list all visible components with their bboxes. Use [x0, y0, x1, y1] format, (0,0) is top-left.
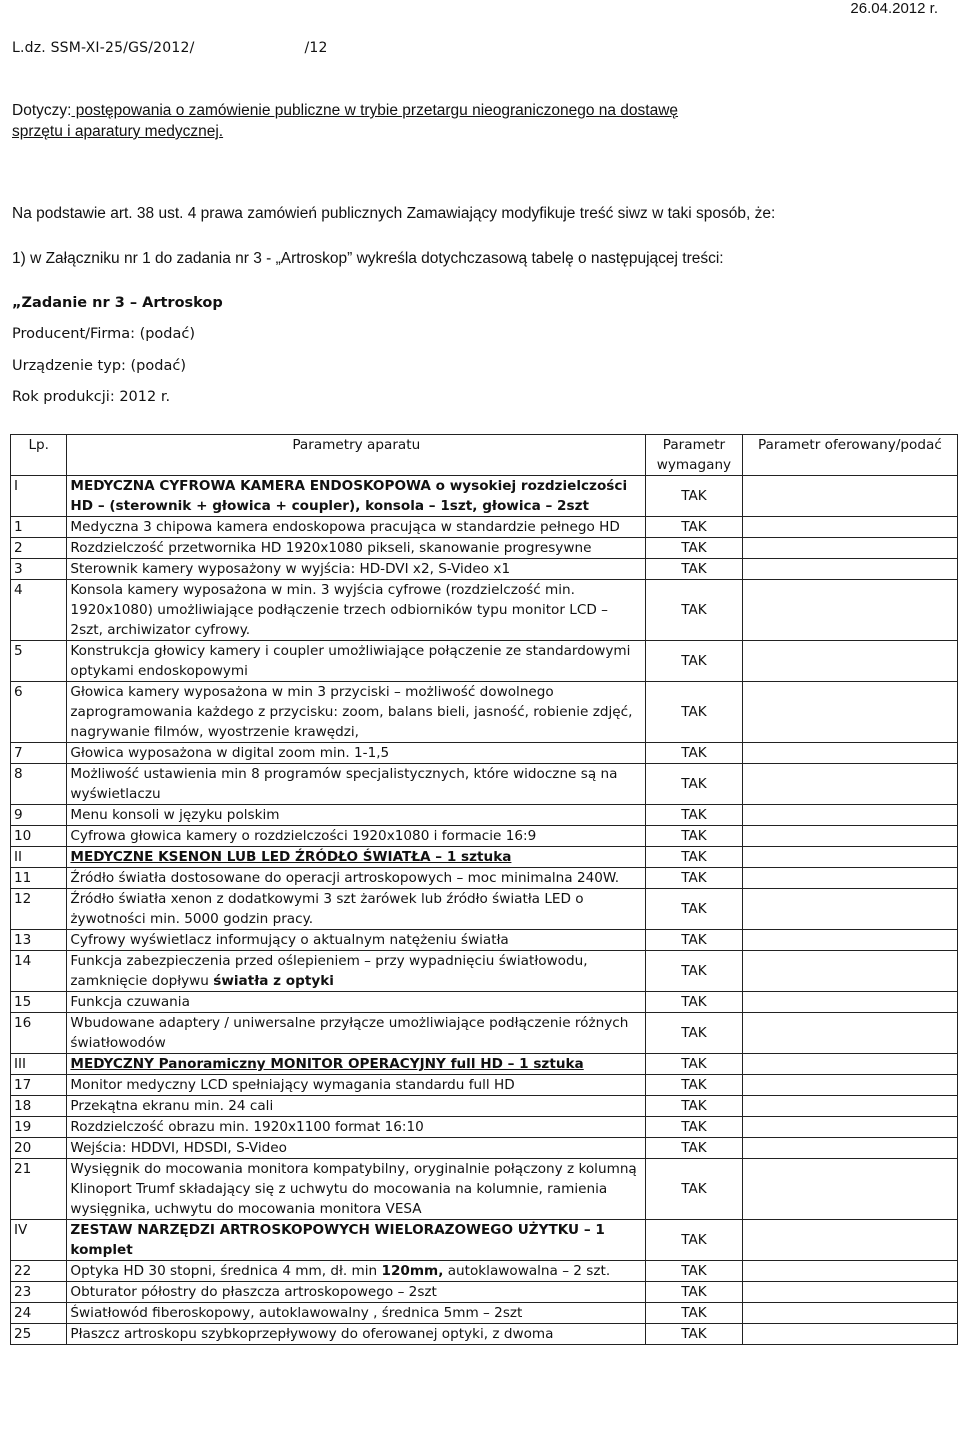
row-description-text: Monitor medyczny LCD spełniający wymagania standardu full HD	[70, 1077, 515, 1093]
row-required-value: TAK	[646, 930, 743, 951]
row-description-bold: światła z optyki	[213, 973, 334, 989]
row-description-text: MEDYCZNY Panoramiczny MONITOR OPERACYJNY full HD – 1 sztuka	[70, 1056, 584, 1072]
producer-line: Producent/Firma: (podać)	[12, 326, 196, 342]
row-offered-value	[742, 1220, 957, 1261]
table-section-row	[11, 847, 958, 868]
row-required-value: TAK	[646, 764, 743, 805]
row-offered-value	[742, 992, 957, 1013]
reference-number	[12, 40, 328, 56]
row-number: 6	[11, 682, 67, 743]
row-description	[67, 1324, 646, 1345]
row-description	[67, 580, 646, 641]
row-offered-value	[742, 1138, 957, 1159]
table-row	[11, 1303, 958, 1324]
table-row	[11, 868, 958, 889]
row-number: 21	[11, 1159, 67, 1220]
reference-number-right: /12	[304, 40, 328, 56]
row-description-text: Wejścia: HDDVI, HDSDI, S-Video	[70, 1140, 287, 1156]
table-row	[11, 1096, 958, 1117]
row-required-value: TAK	[646, 538, 743, 559]
table-row	[11, 1159, 958, 1220]
row-description	[67, 826, 646, 847]
row-description	[67, 538, 646, 559]
subject-block	[12, 100, 678, 142]
row-offered-value	[742, 951, 957, 992]
row-description	[67, 1282, 646, 1303]
row-description-text: Cyfrowy wyświetlacz informujący o aktualnym natężeniu światła	[70, 932, 509, 948]
row-description-text: Funkcja czuwania	[70, 994, 190, 1010]
row-offered-value	[742, 1054, 957, 1075]
row-description-text: Cyfrowa głowica kamery o rozdzielczości 1920x1080 i formacie 16:9	[70, 828, 537, 844]
row-number: III	[11, 1054, 67, 1075]
row-description	[67, 559, 646, 580]
row-required-value: TAK	[646, 580, 743, 641]
row-offered-value	[742, 1324, 957, 1345]
row-description	[67, 992, 646, 1013]
row-description	[67, 1096, 646, 1117]
row-required-value: TAK	[646, 1220, 743, 1261]
table-row	[11, 1138, 958, 1159]
row-offered-value	[742, 641, 957, 682]
table-row	[11, 951, 958, 992]
table-section-row	[11, 1220, 958, 1261]
row-required-value: TAK	[646, 1303, 743, 1324]
row-required-value: TAK	[646, 641, 743, 682]
row-offered-value	[742, 517, 957, 538]
row-offered-value	[742, 930, 957, 951]
row-description-text: Płaszcz artroskopu szybkoprzepływowy do oferowanej optyki, z dwoma	[70, 1326, 554, 1342]
row-required-value: TAK	[646, 1324, 743, 1345]
row-description	[67, 930, 646, 951]
row-number: 8	[11, 764, 67, 805]
table-row	[11, 580, 958, 641]
row-description-bold: 120mm,	[381, 1263, 444, 1279]
row-description-text: MEDYCZNE KSENON LUB LED ŹRÓDŁO ŚWIATŁA – 1 sztuka	[70, 849, 512, 865]
row-required-value: TAK	[646, 847, 743, 868]
row-number: 22	[11, 1261, 67, 1282]
row-number: II	[11, 847, 67, 868]
row-required-value: TAK	[646, 517, 743, 538]
row-offered-value	[742, 764, 957, 805]
row-offered-value	[742, 476, 957, 517]
table-row	[11, 764, 958, 805]
row-number: 7	[11, 743, 67, 764]
table-section-row	[11, 1054, 958, 1075]
row-description	[67, 682, 646, 743]
row-number: 24	[11, 1303, 67, 1324]
row-description	[67, 764, 646, 805]
row-offered-value	[742, 1282, 957, 1303]
row-number: 3	[11, 559, 67, 580]
row-offered-value	[742, 1117, 957, 1138]
row-description-text: Konstrukcja głowicy kamery i coupler umożliwiające połączenie ze standardowymi optykami endoskopowymi	[70, 643, 631, 679]
header-offered: Parametr oferowany/podać	[742, 435, 957, 476]
table-row	[11, 517, 958, 538]
row-offered-value	[742, 1159, 957, 1220]
row-offered-value	[742, 1096, 957, 1117]
subject-label: Dotyczy:	[12, 102, 72, 119]
row-number: 14	[11, 951, 67, 992]
row-description	[67, 743, 646, 764]
row-description	[67, 476, 646, 517]
row-offered-value	[742, 1303, 957, 1324]
row-description	[67, 1159, 646, 1220]
row-description-text: Wysięgnik do mocowania monitora kompatybilny, oryginalnie połączony z kolumną Klinoport Trumf składający się z uchwytu do mocowania na kolumnie, ramienia wysięgnika, uchwytu do mocowania monitora VESA	[70, 1161, 637, 1217]
device-type-line: Urządzenie typ: (podać)	[12, 358, 186, 374]
row-number: 20	[11, 1138, 67, 1159]
row-required-value: TAK	[646, 743, 743, 764]
row-offered-value	[742, 1013, 957, 1054]
subject-line-2: sprzętu i aparatury medycznej.	[12, 123, 224, 140]
row-required-value: TAK	[646, 1075, 743, 1096]
row-offered-value	[742, 538, 957, 559]
table-row	[11, 538, 958, 559]
row-description	[67, 1054, 646, 1075]
legal-basis-paragraph: Na podstawie art. 38 ust. 4 prawa zamówień publicznych Zamawiający modyfikuje treść siwz w taki sposób, że:	[12, 205, 776, 222]
row-number: 5	[11, 641, 67, 682]
row-required-value: TAK	[646, 1054, 743, 1075]
row-description	[67, 1075, 646, 1096]
row-description-text: ZESTAW NARZĘDZI ARTROSKOPOWYCH WIELORAZOWEGO UŻYTKU – 1 komplet	[70, 1222, 605, 1258]
row-description-text: Wbudowane adaptery / uniwersalne przyłącze umożliwiające podłączenie różnych światłowodów	[70, 1015, 629, 1051]
row-required-value: TAK	[646, 1261, 743, 1282]
row-offered-value	[742, 682, 957, 743]
row-description-text: Obturator półostry do płaszcza artroskopowego – 2szt	[70, 1284, 437, 1300]
row-offered-value	[742, 580, 957, 641]
modification-paragraph: 1) w Załączniku nr 1 do zadania nr 3 - „Artroskop” wykreśla dotychczasową tabelę o następującej treści:	[12, 250, 724, 267]
row-number: I	[11, 476, 67, 517]
reference-number-left: L.dz. SSM-XI-25/GS/2012/	[12, 40, 195, 56]
table-row	[11, 1013, 958, 1054]
row-required-value: TAK	[646, 682, 743, 743]
table-row	[11, 1117, 958, 1138]
table-row	[11, 1261, 958, 1282]
row-description	[67, 1138, 646, 1159]
row-required-value: TAK	[646, 889, 743, 930]
row-offered-value	[742, 1075, 957, 1096]
row-number: 9	[11, 805, 67, 826]
row-number: 19	[11, 1117, 67, 1138]
row-number: 15	[11, 992, 67, 1013]
row-number: 17	[11, 1075, 67, 1096]
table-row	[11, 805, 958, 826]
row-offered-value	[742, 847, 957, 868]
row-offered-value	[742, 868, 957, 889]
row-offered-value	[742, 826, 957, 847]
table-row	[11, 682, 958, 743]
row-required-value: TAK	[646, 1096, 743, 1117]
row-number: 16	[11, 1013, 67, 1054]
row-required-value: TAK	[646, 476, 743, 517]
production-year-line: Rok produkcji: 2012 r.	[12, 389, 171, 405]
table-row	[11, 743, 958, 764]
row-number: 4	[11, 580, 67, 641]
table-row	[11, 1075, 958, 1096]
table-row	[11, 930, 958, 951]
subject-line-1: postępowania o zamówienie publiczne w trybie przetargu nieograniczonego na dostawę	[71, 102, 679, 119]
row-description-text: Optyka HD 30 stopni, średnica 4 mm, dł. min	[70, 1263, 382, 1279]
row-number: 13	[11, 930, 67, 951]
row-description	[67, 868, 646, 889]
header-lp: Lp.	[11, 435, 67, 476]
row-number: 25	[11, 1324, 67, 1345]
table-header-row	[11, 435, 958, 476]
row-required-value: TAK	[646, 992, 743, 1013]
row-required-value: TAK	[646, 1013, 743, 1054]
row-required-value: TAK	[646, 868, 743, 889]
row-description	[67, 1117, 646, 1138]
row-description	[67, 1261, 646, 1282]
row-description-text: Przekątna ekranu min. 24 cali	[70, 1098, 274, 1114]
row-description	[67, 517, 646, 538]
row-description-text: Głowica kamery wyposażona w min 3 przyciski – możliwość dowolnego zaprogramowania każdego z przycisku: zoom, balans bieli, jasność, robienie zdjęć, nagrywanie filmów, wyostrzenie krawędzi,	[70, 684, 633, 740]
table-row	[11, 826, 958, 847]
specification-table	[10, 434, 958, 1345]
row-description-text: Konsola kamery wyposażona w min. 3 wyjścia cyfrowe (rozdzielczość min. 1920x1080) umożliwiające podłączenie trzech odbiorników typu monitor LCD – 2szt, archiwizator cyfrowy.	[70, 582, 608, 638]
row-description	[67, 641, 646, 682]
table-row	[11, 1324, 958, 1345]
row-required-value: TAK	[646, 951, 743, 992]
row-description-text: Możliwość ustawienia min 8 programów specjalistycznych, które widoczne są na wyświetlaczu	[70, 766, 618, 802]
row-description	[67, 951, 646, 992]
row-description	[67, 1220, 646, 1261]
row-required-value: TAK	[646, 1138, 743, 1159]
row-description	[67, 847, 646, 868]
table-row	[11, 559, 958, 580]
document-date: 26.04.2012 r.	[850, 0, 938, 17]
row-required-value: TAK	[646, 1159, 743, 1220]
table-row	[11, 641, 958, 682]
header-required: Parametr wymagany	[646, 435, 743, 476]
row-description	[67, 1303, 646, 1324]
row-description	[67, 889, 646, 930]
row-required-value: TAK	[646, 826, 743, 847]
row-offered-value	[742, 1261, 957, 1282]
table-row	[11, 992, 958, 1013]
row-description	[67, 1013, 646, 1054]
row-offered-value	[742, 889, 957, 930]
row-description-text: Funkcja zabezpieczenia przed oślepieniem – przy wypadnięciu światłowodu, zamknięcie dopływu	[70, 953, 588, 989]
table-row	[11, 889, 958, 930]
header-params: Parametry aparatu	[67, 435, 646, 476]
row-description-text: Sterownik kamery wyposażony w wyjścia: HD-DVI x2, S-Video x1	[70, 561, 511, 577]
row-number: 18	[11, 1096, 67, 1117]
row-description-text: Głowica wyposażona w digital zoom min. 1-1,5	[70, 745, 390, 761]
table-section-row	[11, 476, 958, 517]
row-required-value: TAK	[646, 805, 743, 826]
row-required-value: TAK	[646, 559, 743, 580]
row-number: IV	[11, 1220, 67, 1261]
row-number: 2	[11, 538, 67, 559]
row-description-text: MEDYCZNA CYFROWA KAMERA ENDOSKOPOWA o wysokiej rozdzielczości HD – (sterownik + głowica + coupler), konsola – 1szt, głowica – 2szt	[70, 478, 628, 514]
row-description-text: Źródło światła xenon z dodatkowymi 3 szt żarówek lub źródło światła LED o żywotności min. 5000 godzin pracy.	[70, 891, 584, 927]
row-number: 1	[11, 517, 67, 538]
task-title: „Zadanie nr 3 – Artroskop	[12, 295, 223, 311]
row-offered-value	[742, 805, 957, 826]
row-description-text: Menu konsoli w języku polskim	[70, 807, 280, 823]
row-description-text: Światłowód fiberoskopowy, autoklawowalny , średnica 5mm – 2szt	[70, 1305, 523, 1321]
row-description-text: Medyczna 3 chipowa kamera endoskopowa pracująca w standardzie pełnego HD	[70, 519, 620, 535]
row-number: 10	[11, 826, 67, 847]
row-description-text: Rozdzielczość obrazu min. 1920x1100 format 16:10	[70, 1119, 424, 1135]
row-number: 11	[11, 868, 67, 889]
table-body	[11, 476, 958, 1345]
row-offered-value	[742, 559, 957, 580]
row-description-text: Źródło światła dostosowane do operacji artroskopowych – moc minimalna 240W.	[70, 870, 620, 886]
row-number: 12	[11, 889, 67, 930]
row-required-value: TAK	[646, 1282, 743, 1303]
table-row	[11, 1282, 958, 1303]
row-description-text: Rozdzielczość przetwornika HD 1920x1080 pikseli, skanowanie progresywne	[70, 540, 592, 556]
row-offered-value	[742, 743, 957, 764]
row-description-tail: autoklawowalna – 2 szt.	[443, 1263, 611, 1279]
row-description	[67, 805, 646, 826]
row-required-value: TAK	[646, 1117, 743, 1138]
row-number: 23	[11, 1282, 67, 1303]
